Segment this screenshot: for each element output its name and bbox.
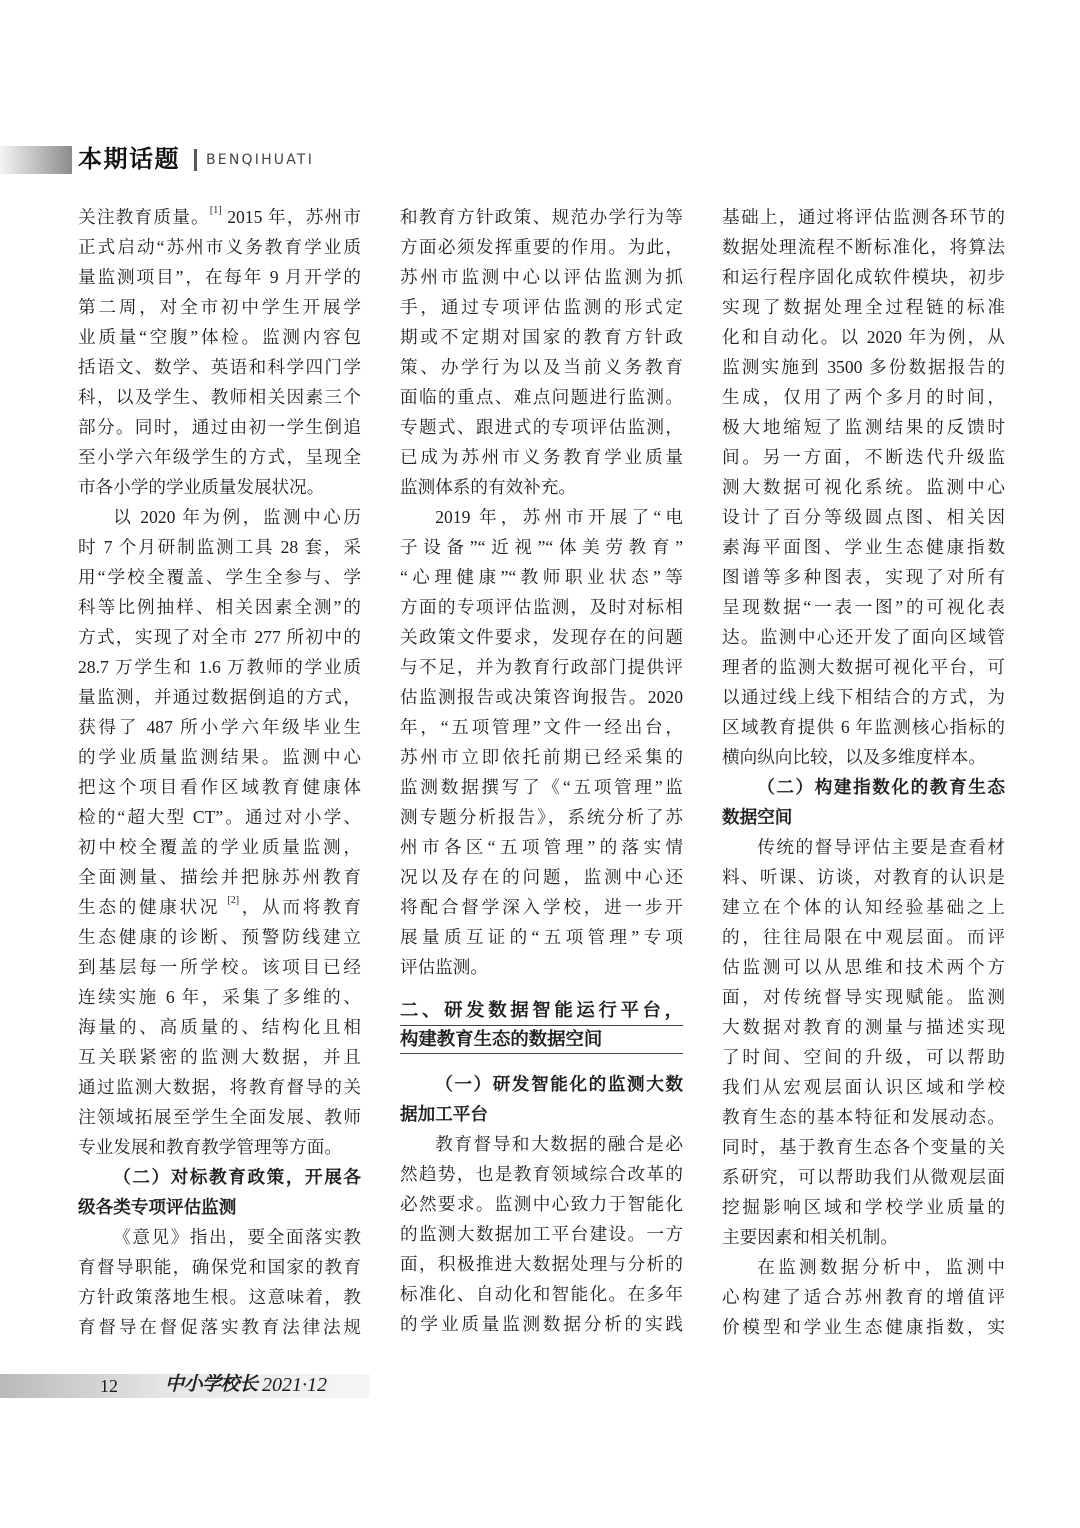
- page-number: 12: [100, 1376, 118, 1396]
- text-line: 呈现数据“一表一图”的可视化表: [722, 597, 1005, 617]
- text-line: 二、研发数据智能运行平台，: [400, 997, 683, 1026]
- text-line: 连续实施 6 年，采集了多维的、: [78, 987, 361, 1007]
- text-line: 把这个项目看作区域教育健康体: [78, 777, 361, 797]
- text-line: 的学业质量监测数据分析的实践: [400, 1314, 683, 1334]
- text-line: 面临的重点、难点问题进行监测。: [400, 387, 683, 407]
- text-line: 横向纵向比较，以及多维度样本。: [722, 747, 986, 767]
- text-line: 获得了 487 所小学六年级毕业生: [78, 717, 361, 737]
- text-line: 传统的督导评估主要是查看材: [757, 837, 1005, 857]
- text-line: 生态健康的诊断、预警防线建立: [78, 927, 361, 947]
- text-line: 部分。同时，通过由初一学生倒追: [78, 417, 361, 437]
- text-line: 以通过线上线下相结合的方式，为: [722, 687, 1005, 707]
- text-line: 括语文、数学、英语和科学四门学: [78, 357, 361, 377]
- text-line: 建立在个体的认知经验基础之上: [722, 897, 1005, 917]
- text-line: 教育督导和大数据的融合是必: [435, 1134, 683, 1154]
- text-line: 评估监测。: [400, 957, 488, 977]
- text-line: 已成为苏州市义务教育学业质量: [400, 447, 683, 467]
- text-line: 和运行程序固化成软件模块，初步: [722, 267, 1005, 287]
- text-line: 心构建了适合苏州教育的增值评: [722, 1287, 1005, 1307]
- text-line: 用“学校全覆盖、学生全参与、学: [78, 567, 361, 587]
- subheading: [78, 1162, 361, 1222]
- text-line: 料、听课、访谈，对教育的认识是: [722, 867, 1005, 887]
- text-column-2: [400, 202, 683, 1339]
- text-line: 育督导职能，确保党和国家的教育: [78, 1257, 361, 1277]
- text-line: 第二周，对全市初中学生开展学: [78, 297, 361, 317]
- text-line: 通过监测大数据，将教育督导的关: [78, 1077, 361, 1097]
- text-line: 主要因素和相关机制。: [722, 1227, 898, 1247]
- paragraph: [400, 1129, 683, 1339]
- text-segment: 生态的健康状况: [78, 897, 228, 917]
- text-line: 间。另一方面，不断迭代升级监: [722, 447, 1005, 467]
- text-line: 关政策文件要求，发现存在的问题: [400, 627, 683, 647]
- text-line: 据加工平台: [400, 1104, 488, 1124]
- section-title: 本期话题: [78, 146, 180, 173]
- text-line: 挖掘影响区域和学校学业质量的: [722, 1197, 1005, 1217]
- text-line: 子设备”“近视”“体美劳教育”: [400, 537, 683, 557]
- text-line: 育督导在督促落实教育法律法规: [78, 1317, 361, 1337]
- text-line: [78, 202, 361, 232]
- text-line: 化和自动化。以 2020 年为例，从: [722, 327, 1005, 347]
- text-line: 构建教育生态的数据空间: [400, 1026, 683, 1055]
- text-line: 海量的、高质量的、结构化且相: [78, 1017, 361, 1037]
- text-line: 初中校全覆盖的学业质量监测，: [78, 837, 361, 857]
- text-line: 价模型和学业生态健康指数，实: [722, 1317, 1005, 1337]
- text-line: 基础上，通过将评估监测各环节的: [722, 207, 1005, 227]
- section-heading: [400, 997, 683, 1054]
- text-line: “心理健康”“教师职业状态”等: [400, 567, 683, 587]
- text-line: 将配合督学深入学校，进一步开: [400, 897, 683, 917]
- text-line: 必然要求。监测中心致力于智能化: [400, 1194, 683, 1214]
- text-line: 极大地缩短了监测结果的反馈时: [722, 417, 1005, 437]
- text-line: 估监测可以从思维和技术两个方: [722, 957, 1005, 977]
- paragraph: [400, 202, 683, 502]
- text-line: 生成，仅用了两个多月的时间，: [722, 387, 1005, 407]
- text-line: 级各类专项评估监测: [78, 1197, 237, 1217]
- text-line: 量监测项目”，在每年 9 月开学的: [78, 267, 361, 287]
- text-line: 年，“五项管理”文件一经出台，: [400, 717, 683, 737]
- text-line: 了时间、空间的升级，可以帮助: [722, 1047, 1005, 1067]
- citation-marker: [1]: [209, 205, 222, 216]
- text-line: 大数据对教育的测量与描述实现: [722, 1017, 1005, 1037]
- text-line: 数据处理流程不断标准化，将算法: [722, 237, 1005, 257]
- text-line: 监测数据撰写了《“五项管理”监: [400, 777, 683, 797]
- text-segment: 2015 年，苏州市: [221, 207, 361, 227]
- citation-marker: [2]: [227, 895, 240, 906]
- text-line: 达。监测中心还开发了面向区域管: [722, 627, 1005, 647]
- text-line: 时 7 个月研制监测工具 28 套，采: [78, 537, 361, 557]
- text-column-1: [78, 202, 361, 1342]
- text-line: （一）研发智能化的监测大数: [435, 1074, 683, 1094]
- subheading: [400, 1069, 683, 1129]
- text-line: 测大数据可视化系统。监测中心: [722, 477, 1005, 497]
- text-line: 和教育方针政策、规范办学行为等: [400, 207, 683, 227]
- text-line: 素海平面图、学业生态健康指数: [722, 537, 1005, 557]
- text-line: 量监测，并通过数据倒追的方式，: [78, 687, 361, 707]
- text-line: 面，对传统督导实现赋能。监测: [722, 987, 1005, 1007]
- text-line: 实现了数据处理全过程链的标准: [722, 297, 1005, 317]
- text-line: 教育生态的基本特征和发展动态。: [722, 1107, 1005, 1127]
- text-line: 科，以及学生、教师相关因素三个: [78, 387, 361, 407]
- paragraph: [722, 202, 1005, 772]
- paragraph: [400, 502, 683, 982]
- text-line: 方面的专项评估监测，及时对标相: [400, 597, 683, 617]
- text-line: 手，通过专项评估监测的形式定: [400, 297, 683, 317]
- paragraph: [722, 832, 1005, 1252]
- text-line: 检的“超大型 CT”。通过对小学、: [78, 807, 361, 827]
- text-line: 估监测报告或决策咨询报告。2020: [400, 687, 683, 707]
- text-line: 标准化、自动化和智能化。在多年: [400, 1284, 683, 1304]
- text-line: 与不足，并为教育行政部门提供评: [400, 657, 683, 677]
- text-line: 至小学六年级学生的方式，呈现全: [78, 447, 361, 467]
- text-segment: 关注教育质量。: [78, 207, 210, 227]
- text-line: 专业发展和教育教学管理等方面。: [78, 1137, 342, 1157]
- text-line: 2019 年，苏州市开展了“电: [435, 507, 683, 527]
- text-line: 方针政策落地生根。这意味着，教: [78, 1287, 361, 1307]
- text-line: 监测体系的有效补充。: [400, 477, 576, 497]
- paragraph: [722, 1252, 1005, 1342]
- text-line: 我们从宏观层面认识区域和学校: [722, 1077, 1005, 1097]
- text-line: （二）构建指数化的教育生态: [757, 777, 1005, 797]
- issue-date: 2021·12: [262, 1374, 327, 1396]
- text-line: 科等比例抽样、相关因素全测”的: [78, 597, 361, 617]
- text-line: 全面测量、描绘并把脉苏州教育: [78, 867, 361, 887]
- text-line: 《意见》指出，要全面落实教: [113, 1227, 361, 1247]
- text-line: 测专题分析报告》，系统分析了苏: [400, 807, 683, 827]
- text-column-3: [722, 202, 1005, 1342]
- paragraph: [78, 202, 361, 502]
- header-band: [0, 146, 72, 174]
- subheading: [722, 772, 1005, 832]
- text-line: 同时，基于教育生态各个变量的关: [722, 1137, 1005, 1157]
- text-line: 系研究，可以帮助我们从微观层面: [722, 1167, 1005, 1187]
- text-line: （二）对标教育政策，开展各: [113, 1167, 361, 1187]
- text-line: 图谱等多种图表，实现了对所有: [722, 567, 1005, 587]
- text-line: 互关联紧密的监测大数据，并且: [78, 1047, 361, 1067]
- text-line: 然趋势，也是教育领域综合改革的: [400, 1164, 683, 1184]
- text-line: 专题式、跟进式的专项评估监测，: [400, 417, 683, 437]
- text-line: 苏州市立即依托前期已经采集的: [400, 747, 683, 767]
- text-line: [78, 892, 361, 922]
- section-subtitle: BENQIHUATI: [206, 152, 315, 168]
- text-line: 方式，实现了对全市 277 所初中的: [78, 627, 361, 647]
- text-line: 的监测大数据加工平台建设。一方: [400, 1224, 683, 1244]
- text-line: 注领域拓展至学生全面发展、教师: [78, 1107, 361, 1127]
- text-line: 28.7 万学生和 1.6 万教师的学业质: [78, 657, 361, 677]
- text-segment: ，从而将教育: [239, 897, 361, 917]
- text-line: 正式启动“苏州市义务教育学业质: [78, 237, 361, 257]
- text-line: 数据空间: [722, 807, 793, 827]
- text-line: 业质量“空腹”体检。监测内容包: [78, 327, 361, 347]
- text-line: 的学业质量监测结果。监测中心: [78, 747, 361, 767]
- text-line: 方面必须发挥重要的作用。为此，: [400, 237, 683, 257]
- paragraph: [78, 502, 361, 1162]
- text-line: 在监测数据分析中，监测中: [757, 1257, 1005, 1277]
- paragraph: [78, 1222, 361, 1342]
- magazine-name: 中小学校长: [165, 1374, 258, 1395]
- text-line: 的，往往局限在中观层面。而评: [722, 927, 1005, 947]
- header-divider: [194, 149, 197, 171]
- text-line: 市各小学的学业质量发展状况。: [78, 477, 325, 497]
- text-line: 苏州市监测中心以评估监测为抓: [400, 267, 683, 287]
- text-line: 设计了百分等级圆点图、相关因: [722, 507, 1005, 527]
- text-line: 理者的监测大数据可视化平台，可: [722, 657, 1005, 677]
- text-line: 监测实施到 3500 多份数据报告的: [722, 357, 1005, 377]
- text-line: 况以及存在的问题，监测中心还: [400, 867, 683, 887]
- text-line: 以 2020 年为例，监测中心历: [113, 507, 361, 527]
- text-line: 面，积极推进大数据处理与分析的: [400, 1254, 683, 1274]
- text-line: 策、办学行为以及当前义务教育: [400, 357, 683, 377]
- text-line: 区域教育提供 6 年监测核心指标的: [722, 717, 1005, 737]
- text-line: 展量质互证的“五项管理”专项: [400, 927, 683, 947]
- text-line: 州市各区“五项管理”的落实情: [400, 837, 683, 857]
- text-line: 到基层每一所学校。该项目已经: [78, 957, 361, 977]
- text-line: 期或不定期对国家的教育方针政: [400, 327, 683, 347]
